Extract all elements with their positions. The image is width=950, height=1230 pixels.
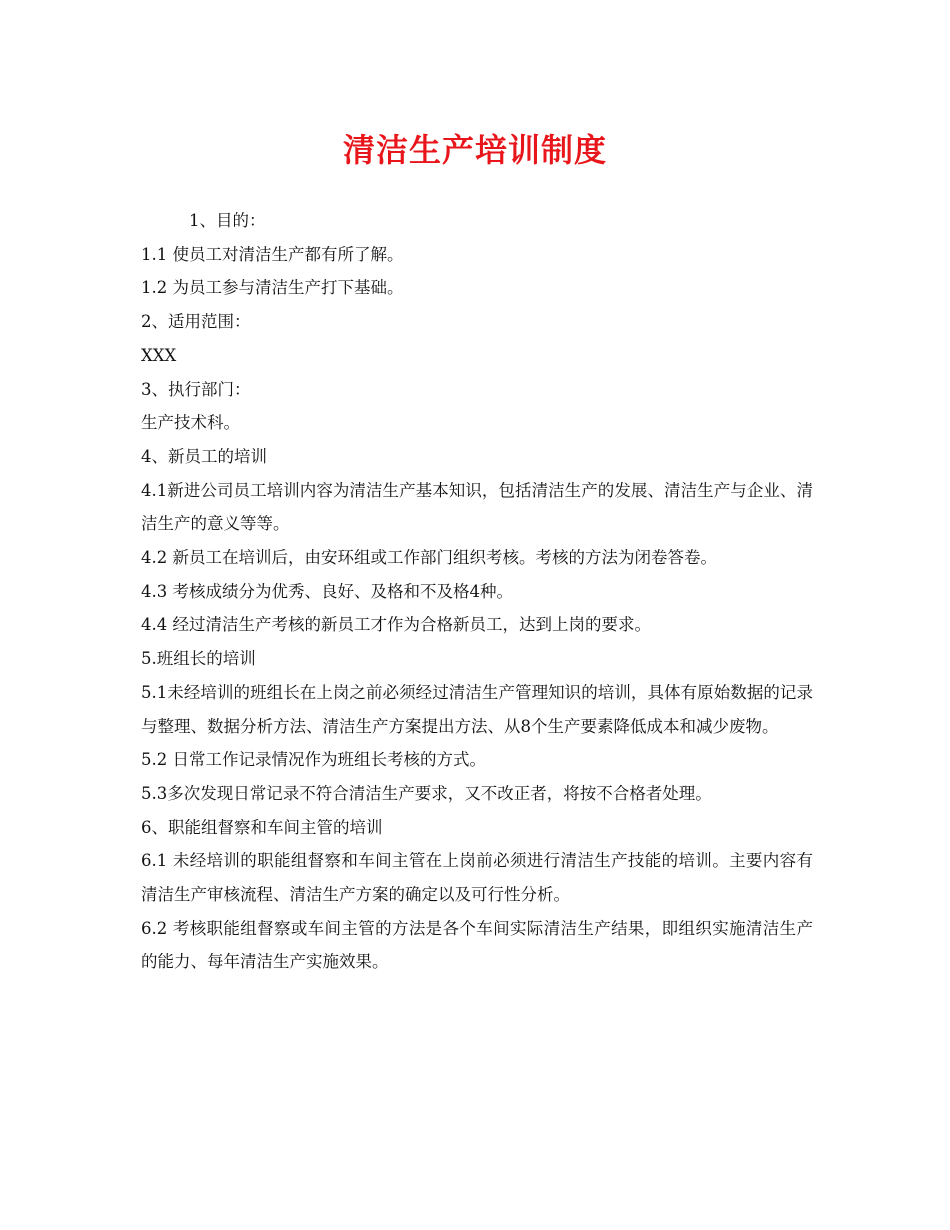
paragraph: XXX: [141, 345, 177, 365]
paragraph: 6.2 考核职能组督察或车间主管的方法是各个车间实际清洁生产结果，即组织实施清洁生产的能力、每年清洁生产实施效果。: [141, 918, 813, 972]
section-heading-new-staff: 4、新员工的培训: [141, 446, 267, 466]
section-heading-supervisors: 6、职能组督察和车间主管的培训: [141, 817, 383, 837]
paragraph: 4.2 新员工在培训后，由安环组或工作部门组织考核。考核的方法为闭卷答卷。: [141, 548, 717, 568]
paragraph: 4.1新进公司员工培训内容为清洁生产基本知识，包括清洁生产的发展、清洁生产与企业、清洁生产的意义等等。: [141, 480, 813, 534]
paragraph: 6.1 未经培训的职能组督察和车间主管在上岗前必须进行清洁生产技能的培训。主要内容有清洁生产审核流程、清洁生产方案的确定以及可行性分析。: [141, 851, 813, 905]
section-heading-purpose: 1、目的：: [189, 211, 266, 230]
paragraph: 1.1 使员工对清洁生产都有所了解。: [141, 244, 404, 264]
paragraph: 生产技术科。: [141, 413, 240, 433]
section-heading-scope: 2、适用范围：: [141, 312, 251, 332]
paragraph: 4.3 考核成绩分为优秀、良好、及格和不及格4种。: [141, 581, 513, 601]
paragraph: 5.1未经培训的班组长在上岗之前必须经过清洁生产管理知识的培训，具体有原始数据的记录与整理、数据分析方法、清洁生产方案提出方法、从8个生产要素降低成本和减少废物。: [141, 682, 813, 736]
paragraph: 5.2 日常工作记录情况作为班组长考核的方式。: [141, 750, 486, 770]
paragraph: 1.2 为员工参与清洁生产打下基础。: [141, 278, 404, 298]
section-heading-team-leader: 5.班组长的培训: [141, 649, 256, 669]
document-body: [141, 204, 813, 979]
paragraph: 4.4 经过清洁生产考核的新员工才作为合格新员工，达到上岗的要求。: [141, 615, 651, 635]
paragraph: 5.3多次发现日常记录不符合清洁生产要求，又不改正者，将按不合格者处理。: [141, 783, 712, 803]
document-title: 清洁生产培训制度: [342, 131, 607, 169]
section-heading-department: 3、执行部门：: [141, 379, 251, 399]
